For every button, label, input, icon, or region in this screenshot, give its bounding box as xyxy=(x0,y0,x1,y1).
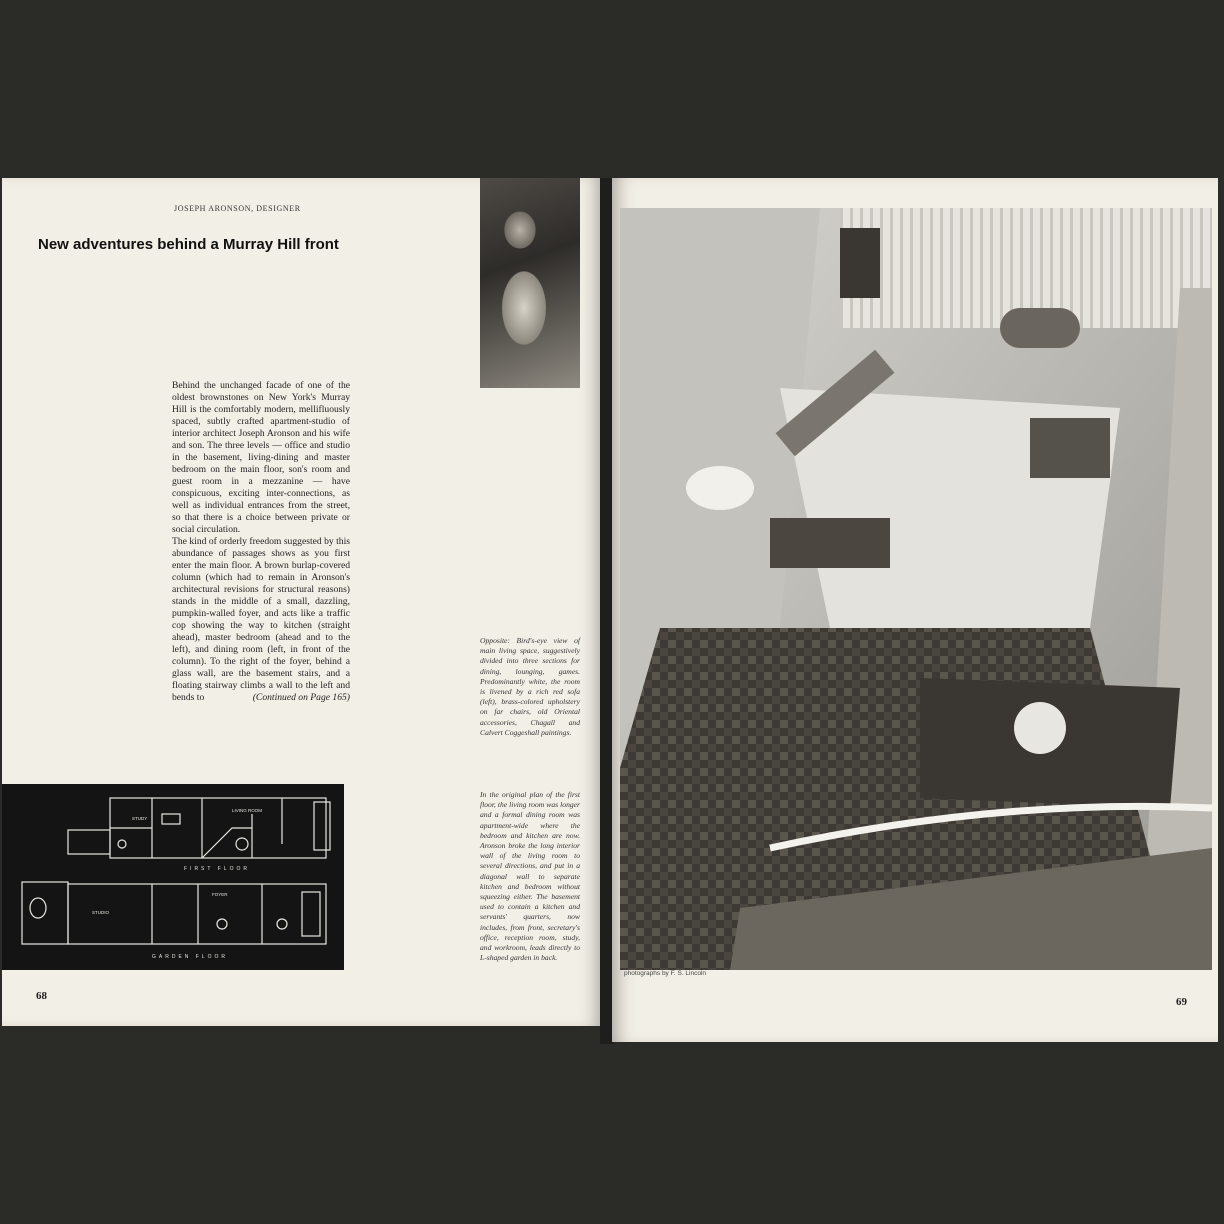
caption-plan: In the original plan of the first floor, the living room was longer and a formal dining room was apartment-wide where the bedroom and kitchen are now. Aronson broke the long interior wall of the living room to several directions, and put in a diagonal wall to separate kitchen and bedroom without squeezing either. The basement used to contain a kitchen and servants' quarters, now includes, from front, secretary's office, reception room, study, and workroom, leads directly to L-shaped garden in back. xyxy=(480,790,580,963)
plan-label-garden-floor: GARDEN FLOOR xyxy=(152,954,229,960)
article-headline: New adventures behind a Murray Hill front xyxy=(38,236,339,253)
svg-text:FOYER: FOYER xyxy=(212,892,228,897)
article-body xyxy=(172,380,350,704)
body-paragraph-2 xyxy=(172,536,350,704)
svg-text:STUDIO: STUDIO xyxy=(92,910,110,915)
designer-byline: JOSEPH ARONSON, DESIGNER xyxy=(174,204,301,213)
page-number-right: 69 xyxy=(1176,996,1187,1008)
right-page xyxy=(612,178,1218,1042)
page-number-left: 68 xyxy=(36,990,47,1002)
body-paragraph-1: Behind the unchanged facade of one of the oldest brownstones on New York's Murray Hill is the comfortably modern, mellifluously spaced, subtly crafted apartment-studio of interior architect Joseph Aronson and his wife and son. The three levels — office and studio in the basement, living-dining and master bedroom on the main floor, son's room and guest room in a mezzanine — have conspicuous, exciting inter-connections, as well as individual entrances from the street, so that there is a choice between private or social circulation. xyxy=(172,380,350,535)
left-page xyxy=(2,178,602,1026)
body-paragraph-2-text: The kind of orderly freedom suggested by this abundance of passages shows as you first enter the main floor. A brown burlap-covered column (which had to remain in Aronson's architectural revisions for structural reasons) stands in the middle of a small, dazzling, pumpkin-walled foyer, and acts like a traffic cop showing the way to kitchen (straight ahead), master bedroom (ahead and to the left), and dining room (left, in front of the column). To the right of the foyer, behind a glass wall, are the basement stairs, and a floating stairway climbs a wall to the left and bends to xyxy=(172,536,350,703)
caption-opposite: Opposite: Bird's-eye view of main living space, suggestively divided into three sections for dining, lounging, games. Predominantly white, the room is livened by a rich red sofa (left), brass-colored upholstery on far chairs, old Oriental accessories, Chagall and Calvert Coggeshall paintings. xyxy=(480,636,580,737)
floor-plan-drawing xyxy=(2,784,344,970)
floor-plan-svg xyxy=(2,784,344,970)
photo-credit: photographs by F. S. Lincoln xyxy=(624,970,707,977)
svg-text:STUDY: STUDY xyxy=(132,816,148,821)
plan-label-first-floor: FIRST FLOOR xyxy=(184,866,250,872)
designer-portrait-photo xyxy=(480,178,580,388)
living-room-photo-svg xyxy=(620,208,1212,970)
svg-text:LIVING ROOM: LIVING ROOM xyxy=(232,808,263,813)
continued-note: (Continued on Page 165) xyxy=(252,692,350,703)
living-room-photo xyxy=(620,208,1212,970)
